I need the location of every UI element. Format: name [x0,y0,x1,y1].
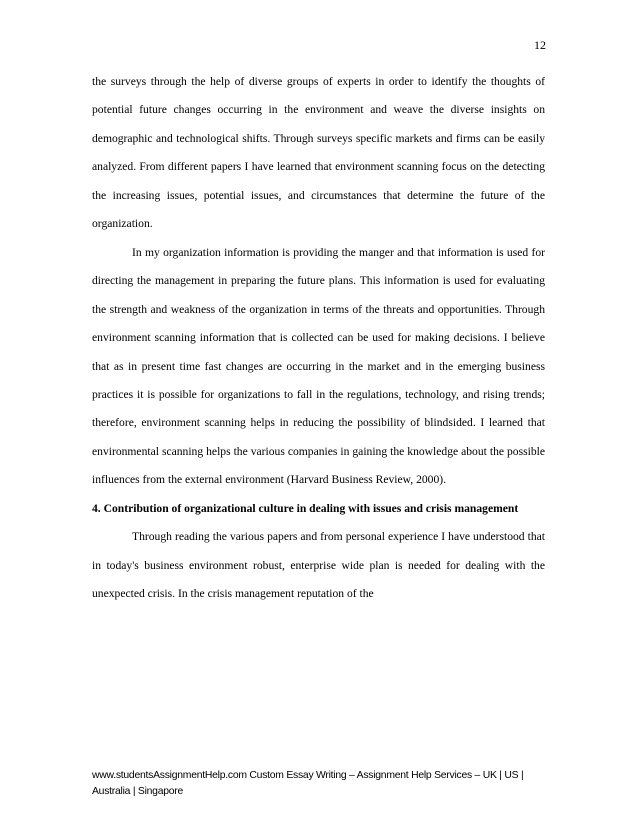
section-heading: 4. Contribution of organizational culture in dealing with issues and crisis management [92,501,519,515]
paragraph-organization-information: In my organization information is providing the manger and that information is used for directing the management in preparing the future plans. This information is used for evaluating the strength and weakness of the organization in terms of the threats and opportunities. Through environment scanning information that is collected can be used for making decisions. I believe that as in present time fast changes are occurring in the market and in the emerging business practices it is possible for organizations to fall in the regulations, technology, and rising trends; therefore, environment scanning helps in reducing the possibility of blindsided. I learned that environmental scanning helps the various companies in gaining the knowledge about the possible influences from the external environment (Harvard Business Review, 2000). [92,245,545,487]
paragraph-crisis-management: Through reading the various papers and from personal experience I have understood that in today's business environment robust, enterprise wide plan is needed for dealing with the unexpected crisis. In the crisis management reputation of the [92,530,545,601]
paragraph-environment-scanning: the surveys through the help of diverse groups of experts in order to identify the thoughts of potential future changes occurring in the environment and weave the diverse insights on demographic and technological shifts. Through surveys specific markets and firms can be easily analyzed. From different papers I have learned that environment scanning focus on the detecting the increasing issues, potential issues, and circumstances that determine the future of the organization. [92,75,545,231]
document-body [92,68,545,609]
page-number: 12 [534,38,546,52]
page-footer: www.studentsAssignmentHelp.com Custom Essay Writing – Assignment Help Services – UK | US | Australia | Singapore [92,770,524,797]
